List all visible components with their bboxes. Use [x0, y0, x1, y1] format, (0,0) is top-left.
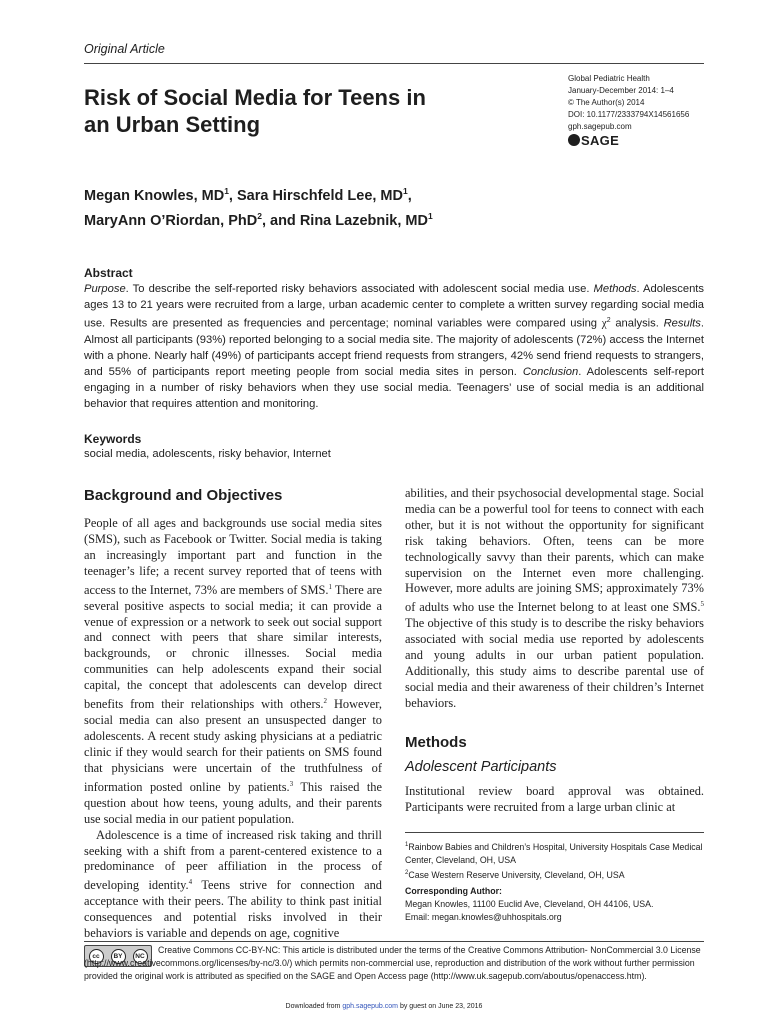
body-text: Adolescence is a time of increased risk taking and thrill seeking with a shift from a parent-centered existence to a predominance of peer affiliation in the process of developing identity.: [84, 827, 382, 893]
author-separator: ,: [407, 187, 412, 204]
background-paragraph-2-continued: [405, 486, 704, 712]
download-notice: [0, 1003, 768, 1010]
right-column-text: [405, 486, 704, 712]
abstract-results-text: . Almost all participants (93%) reported belonging to a social media site. The majority of adolescents (72%) access the Internet with a phone. Nearly half (49%) of participants accept friend requests from strangers, 42% send friend requests to strangers, and 55% of participants report meeting people from social media sites in person.: [84, 317, 704, 378]
reference-1[interactable]: 1: [328, 582, 332, 591]
methods-paragraph: Institutional review board approval was obtained. Participants were recruited from a large urban clinic at: [405, 784, 704, 814]
footnotes: [405, 839, 710, 924]
affiliation-1-text: Rainbow Babies and Children’s Hospital, University Hospitals Case Medical Center, Cleveland, OH, USA: [405, 841, 703, 865]
reference-4[interactable]: 4: [188, 878, 193, 887]
abstract-methods-text: . Adolescents ages 13 to 21 years were recruited from a large, urban academic center to complete a written survey regarding social media use. Results are presented as frequencies and percentage; nominal variables were compared using: [84, 283, 705, 330]
affiliation-1-number: 1: [405, 842, 409, 848]
author-separator: ,: [228, 187, 237, 204]
license-line-rest: NonCommercial 3.0 License (http://www.creativecommons.org/licenses/by-nc/3.0/) which permits non-commercial use, reproduction and distribution of the work without further permission provided the original work is attributed as specified on the SAGE and Open Access page (http://www.uk.sagepub.com/aboutus/openaccess.htm).: [84, 945, 701, 981]
corresponding-author-address: Megan Knowles, 11100 Euclid Ave, Cleveland, OH 44106, USA.: [405, 898, 654, 909]
abstract-body: [84, 281, 704, 412]
download-prefix: Downloaded from: [285, 1003, 343, 1010]
background-heading: Background and Objectives: [84, 487, 283, 504]
abstract-purpose-label: Purpose: [84, 283, 126, 295]
footnote-rule: [405, 832, 704, 833]
background-paragraph-1: [84, 516, 382, 828]
abstract-methods-label: Methods: [593, 283, 637, 295]
journal-name: Global Pediatric Health: [568, 74, 650, 83]
author-1: Megan Knowles, MD: [84, 187, 225, 204]
abstract-heading: Abstract: [84, 266, 133, 280]
cc-icon: cc: [89, 949, 104, 964]
keywords-list: social media, adolescents, risky behavior, Internet: [84, 448, 331, 460]
corresponding-author-heading: Corresponding Author:: [405, 885, 502, 896]
body-text: abilities, and their psychosocial developmental stage. Social media can be a powerful tool for teens to connect with each other, but it is not without the opportunity for significant risk taking behaviors. Often, teens can be more technologically savvy than their parents, which can make supervision on the Internet even more challenging. However, more adults are joining SMS; approximately 73% of adults who use the Internet belong to at least one SMS.: [405, 486, 704, 615]
author-3: MaryAnn O’Riordan, PhD: [84, 212, 258, 229]
body-text: This raised the question about how teens, young adults, and their parents use social media in our patient population.: [84, 779, 382, 826]
journal-issue: January-December 2014: 1–4: [568, 86, 674, 95]
journal-website[interactable]: gph.sagepub.com: [568, 122, 632, 131]
body-text: Teens strive for connection and acceptance with their peers. The ability to think past initial consequences and potential risks involved in their behaviors is variable and depends on age, cognitive: [84, 878, 382, 941]
abstract-conclusion-label: Conclusion: [522, 365, 579, 378]
affiliation-2-text: Case Western Reserve University, Cleveland, OH, USA: [408, 869, 625, 880]
author-1-affiliation: 1: [224, 186, 229, 196]
header-rule: [84, 63, 704, 64]
left-column-text: [84, 516, 382, 942]
article-type-label: Original Article: [84, 42, 165, 56]
keywords-heading: Keywords: [84, 432, 142, 446]
journal-info: [568, 73, 718, 133]
chi-exponent: 2: [606, 317, 611, 324]
affiliation-2-number: 2: [405, 869, 409, 876]
body-text: People of all ages and backgrounds use social media sites (SMS), such as Facebook or Twitter. Social media is taking an increasingly important part and function in the teenager’s life; a recent survey reported that of teens with access to the Internet, 73% are members of SMS.: [84, 516, 382, 597]
nc-icon: NC: [133, 949, 148, 964]
abstract-conclusion-text: . Adolescents self-report engaging in a number of risky behaviors when they use social media. Teenagers’ use of social media is an additional behavior that requires attention and monitoring.: [84, 365, 705, 410]
download-link[interactable]: gph.sagepub.com: [342, 1003, 398, 1010]
body-text: There are several positive aspects to social media; it can provide a venue of expression or a network to seek out social support and connect with peers that share similar interests, backgrounds, or chronic illnesses. Social media communities can help adolescents expand their social capital, the concept that adolescents can develop direct benefits from their relationships with others.: [84, 582, 382, 712]
title-line-1: Risk of Social Media for Teens in: [84, 85, 426, 110]
author-2-affiliation: 1: [402, 186, 408, 196]
title-line-2: an Urban Setting: [84, 112, 261, 137]
corresponding-author-email[interactable]: Email: megan.knowles@uhhospitals.org: [405, 911, 562, 922]
methods-heading: Methods: [405, 734, 467, 751]
author-3-affiliation: 2: [257, 210, 262, 221]
license-line-1: Creative Commons CC-BY-NC: This article is distributed under the terms of the Creative Commons Attribution-: [158, 945, 588, 955]
article-title: [84, 84, 524, 138]
author-2: Sara Hirschfeld Lee, MD: [236, 187, 403, 204]
reference-3[interactable]: 3: [289, 779, 294, 788]
abstract-analysis-text: analysis.: [610, 317, 664, 330]
copyright-notice: © The Author(s) 2014: [568, 98, 645, 107]
abstract-purpose-text: . To describe the self-reported risky behaviors associated with adolescent social media use.: [125, 283, 594, 295]
license-rule: [84, 941, 704, 942]
chi-symbol: χ: [601, 317, 607, 330]
author-list: [84, 181, 644, 231]
participants-subheading: Adolescent Participants: [405, 759, 557, 775]
reference-5[interactable]: 5: [700, 600, 704, 609]
sage-logo-text: SAGE: [581, 132, 620, 148]
author-separator: , and: [261, 212, 300, 229]
body-text: The objective of this study is to describe the risky behaviors associated with social media use reported by adolescents and young adults in our urban patient population. Additionally, this study aims to describe parental use of social media and their awareness of their children’s Internet behaviors.: [405, 616, 704, 710]
by-icon: BY: [111, 949, 126, 964]
author-4: Rina Lazebnik, MD: [299, 212, 428, 229]
background-paragraph-2: [84, 828, 382, 942]
doi[interactable]: DOI: 10.1177/2333794X14561656: [568, 110, 690, 119]
author-4-affiliation: 1: [427, 210, 433, 221]
reference-2[interactable]: 2: [323, 697, 328, 706]
sage-logo: [568, 132, 619, 148]
license-notice: [84, 944, 704, 983]
affiliation-1: [405, 839, 710, 867]
sage-s-icon: [568, 134, 580, 146]
affiliation-2: [405, 867, 710, 882]
body-text: However, social media can also present an unsuspected danger to adolescents. A recent study asking physicians at a pediatric clinic if they would search for their patients on SMS found that physicians were uncertain of the truthfulness of information posted online by patients.: [84, 697, 382, 794]
abstract-results-label: Results: [663, 317, 701, 330]
download-suffix: by guest on June 23, 2016: [398, 1003, 483, 1010]
